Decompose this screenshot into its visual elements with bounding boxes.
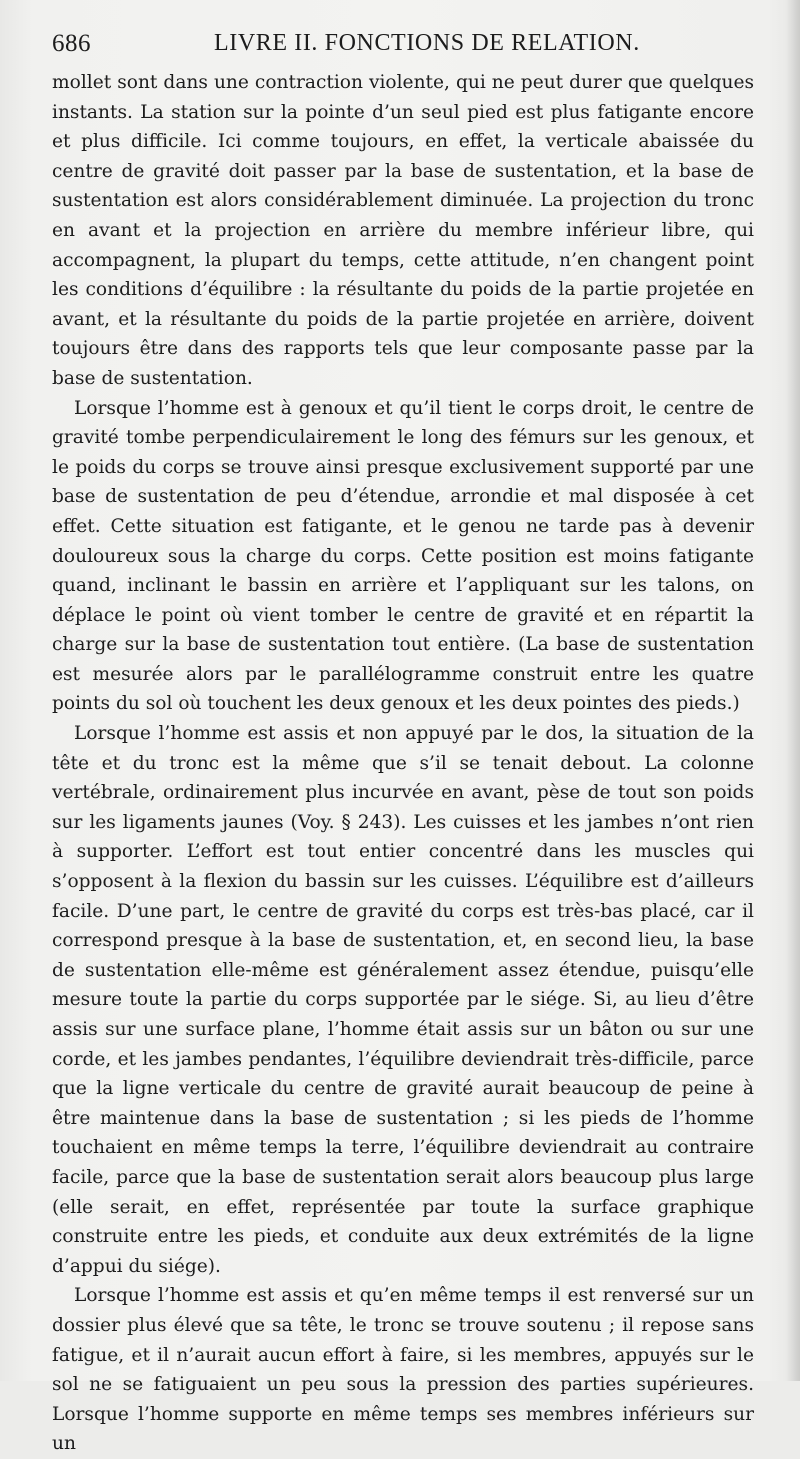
paragraph-reclined: Lorsque l’homme est assis et qu’en même temps il est renversé sur un dossier plus élevé que sa tête, le tronc se trouve soutenu ; il repose sans fatigue, et il n’aurait aucun effort à faire, si les membres, appuyés sur le sol ne se fatiguaient un peu sous la pression des parties supérieures. Lorsque l’homme supporte en même temps ses membres inférieurs sur un: [52, 1285, 754, 1455]
page-edge-shadow: [786, 0, 800, 1381]
paragraph-seated: Lorsque l’homme est assis et non appuyé par le dos, la situation de la tête et du tronc est la même que s’il se tenait debout. La colonne vertébrale, ordinairement plus incurvée en avant, pèse de tout son poids sur les ligaments jaunes (Voy. § 243). Les cuisses et les jambes n’ont rien à supporter. L’effort est tout entier concentré dans les muscles qui s’opposent à la flexion du bassin sur les cuisses. L’équilibre est d’ailleurs facile. D’une part, le centre de gravité du corps est très-bas placé, car il correspond presque à la base de sustentation, et, en second lieu, la base de sustentation elle-même est généralement assez étendue, puisqu’elle mesure toute la partie du corps supportée par le siége. Si, au lieu d’être assis sur une surface plane, l’homme était assis sur un bâton ou sur une corde, et les jambes pendantes, l’équilibre deviendrait très-difficile, parce que la ligne verticale du centre de gravité aurait beaucoup de peine à être maintenue dans la base de sustentation ; si les pieds de l’homme touchaient en même temps la terre, l’équilibre deviendrait au contraire facile, parce que la base de sustentation serait alors beaucoup plus large (elle serait, en effet, représentée par toute la surface graphique construite entre les pieds, et conduite aux deux extrémités de la ligne d’appui du siége).: [52, 723, 754, 1277]
paragraph-continued: mollet sont dans une contraction violente, qui ne peut durer que quelques instants. La station sur la pointe d’un seul pied est plus fatigante encore et plus difficile. Ici comme toujours, en effet, la verticale abaissée du centre de gravité doit passer par la base de sustentation, et la base de sustentation est alors considérablement diminuée. La projection du tronc en avant et la projection en arrière du membre inférieur libre, qui accompagnent, la plupart du temps, cette attitude, n’en changent point les conditions d’équilibre : la résultante du poids de la partie projetée en avant, et la résultante du poids de la partie projetée en arrière, doivent toujours être dans des rapports tels que leur composante passe par la base de sustentation.: [52, 72, 754, 389]
running-title: LIVRE II. FONCTIONS DE RELATION.: [214, 30, 640, 56]
page-header: [52, 30, 752, 64]
paragraph-kneeling: Lorsque l’homme est à genoux et qu’il tient le corps droit, le centre de gravité tombe perpendiculairement le long des fémurs sur les genoux, et le poids du corps se trouve ainsi presque exclusivement supporté par une base de sustentation de peu d’étendue, arrondie et mal disposée à cet effet. Cette situation est fatigante, et le genou ne tarde pas à devenir douloureux sous la charge du corps. Cette position est moins fatigante quand, inclinant le bassin en arrière et l’appliquant sur les talons, on déplace le point où vient tomber le centre de gravité et en répartit la charge sur la base de sustentation tout entière. (La base de sustentation est mesurée alors par le parallélogramme construit entre les quatre points du sol où touchent les deux genoux et les deux pointes des pieds.): [52, 397, 754, 715]
page-number: 686: [52, 30, 91, 57]
body-text: [52, 68, 754, 1459]
